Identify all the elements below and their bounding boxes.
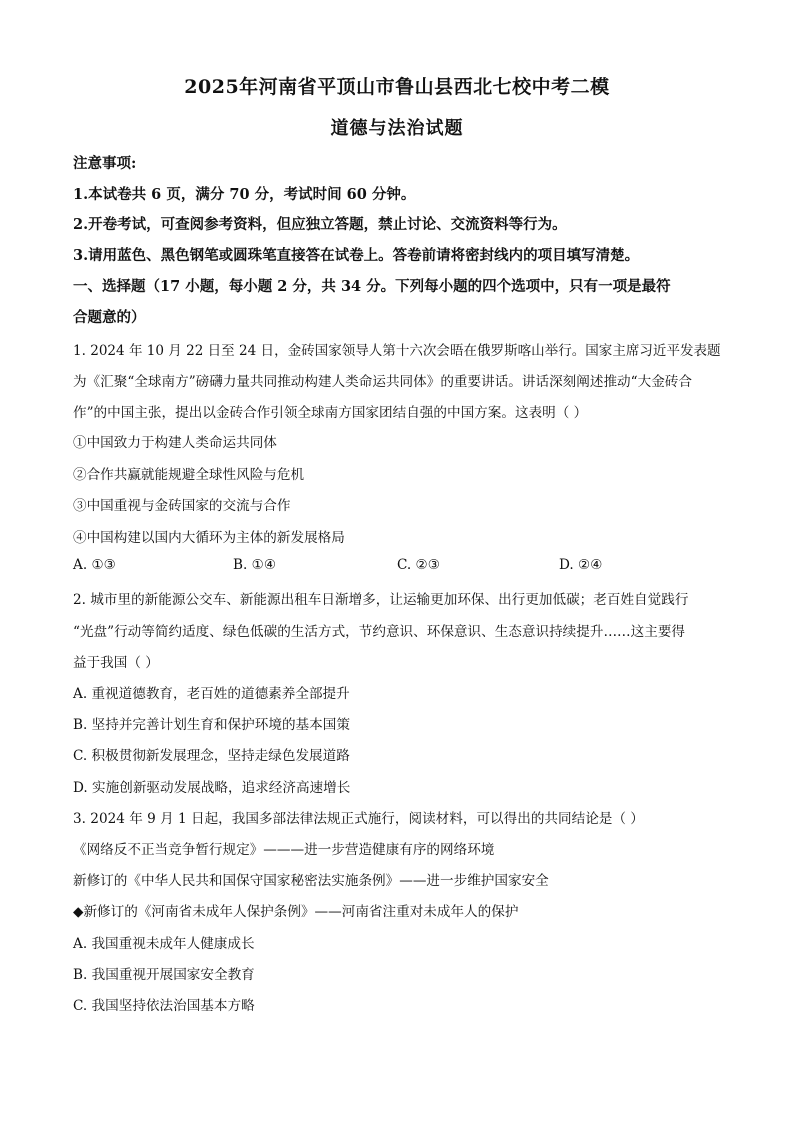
q3-option-b: B. 我国重视开展国家安全教育 <box>73 967 255 983</box>
q1-option-a: A. ①③ <box>73 557 116 573</box>
q2-option-a: A. 重视道德教育，老百姓的道德素养全部提升 <box>73 686 350 702</box>
q1-statement-3: ③中国重视与金砖国家的交流与合作 <box>73 498 291 514</box>
q3-stem-line-1: 3. 2024 年 9 月 1 日起，我国多部法律法规正式施行，阅读材料，可以得出的共同结论是（ ） <box>73 811 644 827</box>
q1-option-c: C. ②③ <box>397 557 440 573</box>
notice-item-3: 3.请用蓝色、黑色钢笔或圆珠笔直接答在试卷上。答卷前请将密封线内的项目填写清楚。 <box>73 247 640 264</box>
q1-statement-2: ②合作共赢就能规避全球性风险与危机 <box>73 467 305 483</box>
notice-item-2: 2.开卷考试，可查阅参考资料，但应独立答题，禁止讨论、交流资料等行为。 <box>73 216 567 233</box>
q3-material-2: 新修订的《中华人民共和国保守国家秘密法实施条例》——进一步维护国家安全 <box>73 873 549 889</box>
q1-stem-line-2: 为《汇聚“全球南方”磅礴力量共同推动构建人类命运共同体》的重要讲话。讲话深刻阐述推动“大金砖合 <box>73 374 692 390</box>
q1-stem-line-3: 作”的中国主张，提出以金砖合作引领全球南方国家团结自强的中国方案。这表明（ ） <box>73 405 588 421</box>
exam-subtitle: 道德与法治试题 <box>330 118 464 139</box>
q1-stem-line-1: 1. 2024 年 10 月 22 日至 24 日，金砖国家领导人第十六次会晤在俄罗斯喀山举行。国家主席习近平发表题 <box>73 343 721 359</box>
q2-option-d: D. 实施创新驱动发展战略，追求经济高速增长 <box>73 780 351 796</box>
q2-option-c: C. 积极贯彻新发展理念，坚持走绿色发展道路 <box>73 748 350 764</box>
q2-stem-line-3: 益于我国（ ） <box>73 655 159 671</box>
q2-stem-line-1: 2. 城市里的新能源公交车、新能源出租车日渐增多，让运输更加环保、出行更加低碳；老百姓自觉践行 <box>73 592 689 608</box>
q1-statement-4: ④中国构建以国内大循环为主体的新发展格局 <box>73 530 345 546</box>
notice-item-1: 1.本试卷共 6 页，满分 70 分，考试时间 60 分钟。 <box>73 186 416 203</box>
notice-heading: 注意事项: <box>73 155 137 172</box>
q2-stem-line-2: “光盘”行动等简约适度、绿色低碳的生活方式，节约意识、环保意识、生态意识持续提升……这主要得 <box>73 624 686 640</box>
q3-option-a: A. 我国重视未成年人健康成长 <box>73 936 255 952</box>
section-heading-line-2: 合题意的） <box>73 309 146 326</box>
q1-statement-1: ①中国致力于构建人类命运共同体 <box>73 435 277 451</box>
q2-option-b: B. 坚持并完善计划生育和保护环境的基本国策 <box>73 717 350 733</box>
q1-option-b: B. ①④ <box>233 557 277 573</box>
section-heading-line-1: 一、选择题（17 小题，每小题 2 分，共 34 分。下列每小题的四个选项中，只有一项是最符 <box>73 278 671 295</box>
q3-material-1: 《网络反不正当竞争暂行规定》———进一步营造健康有序的网络环境 <box>73 842 495 858</box>
q1-option-d: D. ②④ <box>559 557 603 573</box>
q3-material-3: ◆新修订的《河南省未成年人保护条例》——河南省注重对未成年人的保护 <box>73 904 519 920</box>
q3-option-c: C. 我国坚持依法治国基本方略 <box>73 998 255 1014</box>
exam-title: 2025年河南省平顶山市鲁山县西北七校中考二模 <box>184 76 610 98</box>
